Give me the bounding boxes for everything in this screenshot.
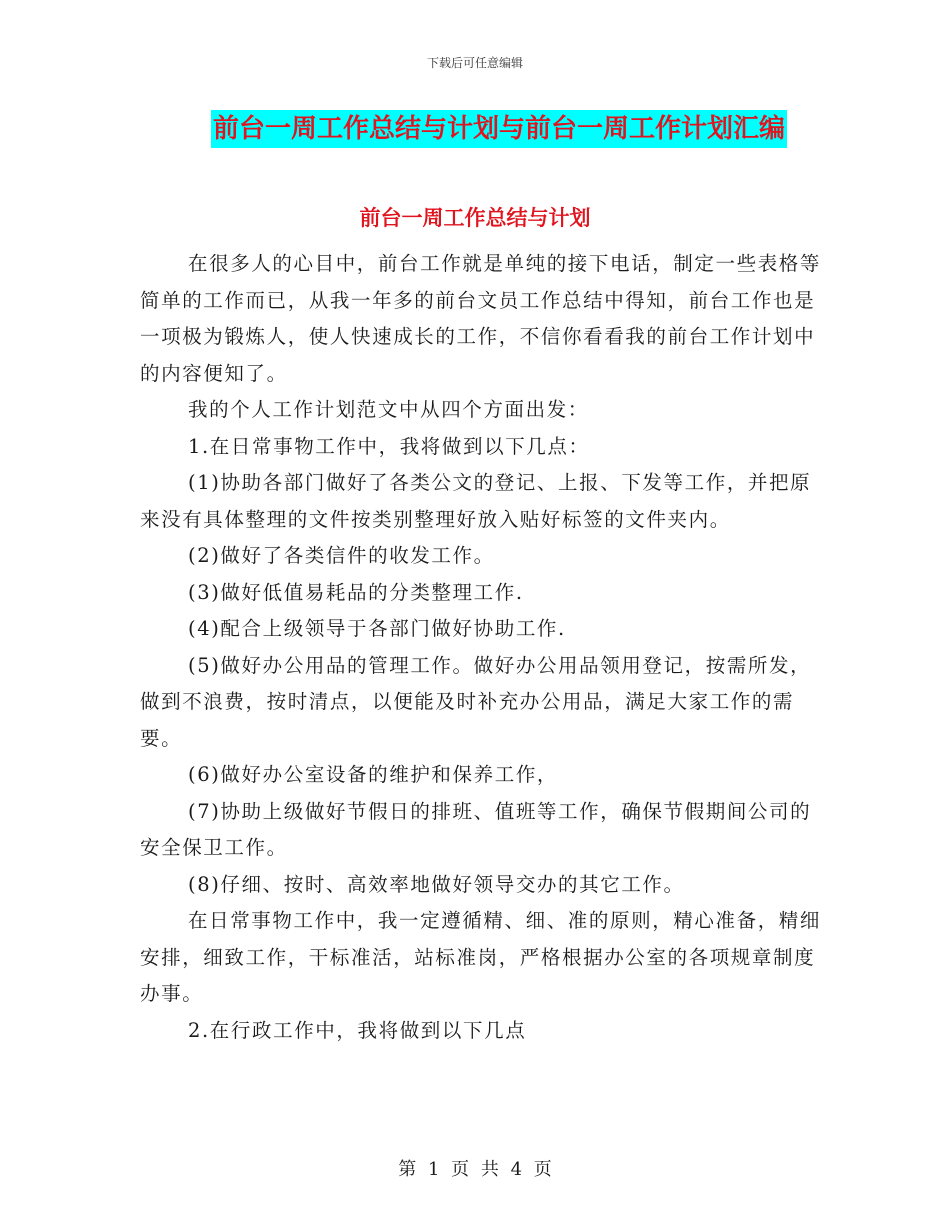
paragraph: (7)协助上级做好节假日的排班、值班等工作，确保节假期间公司的安全保卫工作。 <box>140 799 812 859</box>
section-title: 前台一周工作总结与计划 <box>359 206 591 230</box>
paragraph: (3)做好低值易耗品的分类整理工作. <box>188 580 524 604</box>
paragraph: (5)做好办公用品的管理工作。做好办公用品领用登记，按需所发，做到不浪费，按时清点，以便能及时补充办公用品，满足大家工作的需要。 <box>140 653 812 750</box>
paragraph: (8)仔细、按时、高效率地做好领导交办的其它工作。 <box>188 872 685 896</box>
paragraph: 在很多人的心目中，前台工作就是单纯的接下电话，制定一些表格等简单的工作而已，从我一年多的前台文员工作总结中得知，前台工作也是一项极为锻炼人，使人快速成长的工作，不信你看看我的前台工作计划中的内容便知了。 <box>140 252 822 385</box>
paragraph: (1)协助各部门做好了各类公文的登记、上报、下发等工作，并把原来没有具体整理的文件按类别整理好放入贴好标签的文件夹内。 <box>140 471 812 531</box>
main-title-container <box>0 110 950 148</box>
paragraph: (2)做好了各类信件的收发工作。 <box>188 544 495 567</box>
document-body <box>140 246 830 1049</box>
paragraph: 我的个人工作计划范文中从四个方面出发： <box>188 398 589 421</box>
page-footer: 第 1 页 共 4 页 <box>398 1159 552 1180</box>
paragraph: 1.在日常事物工作中，我将做到以下几点： <box>188 434 590 458</box>
paragraph: (6)做好办公室设备的维护和保养工作， <box>188 763 559 786</box>
paragraph: (4)配合上级领导于各部门做好协助工作. <box>188 617 566 640</box>
paragraph: 在日常事物工作中，我一定遵循精、细、准的原则，精心准备，精细安排，细致工作，干标准活，站标准岗，严格根据办公室的各项规章制度办事。 <box>140 909 822 1005</box>
main-title: 前台一周工作总结与计划与前台一周工作计划汇编 <box>211 110 787 148</box>
header-note: 下载后可任意编辑 <box>426 56 523 70</box>
paragraph: 2.在行政工作中，我将做到以下几点 <box>188 1018 527 1042</box>
